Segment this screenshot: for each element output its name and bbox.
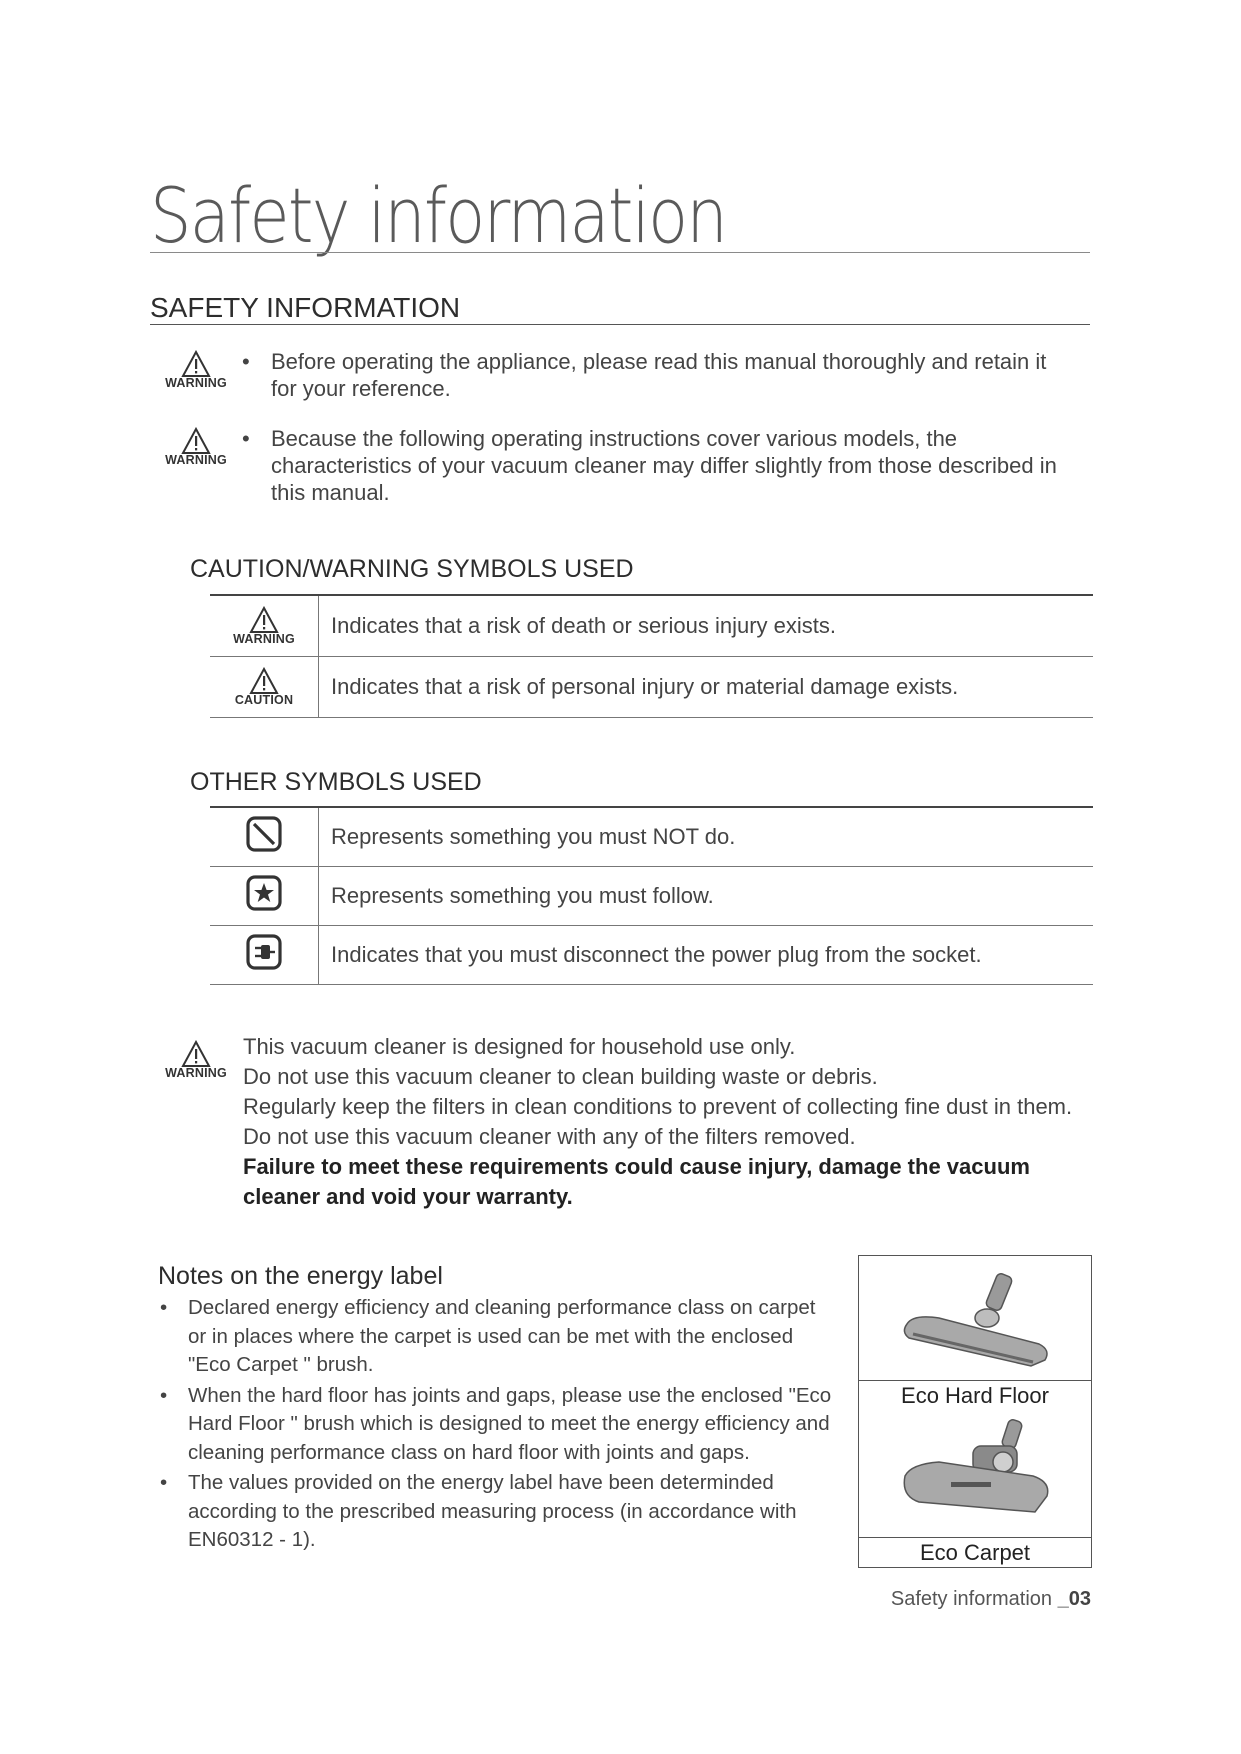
carpet-brush-icon bbox=[899, 1416, 1059, 1526]
brush-label: Eco Hard Floor bbox=[859, 1380, 1091, 1410]
unplug-icon bbox=[245, 933, 283, 971]
intro-bullet: • Before operating the appliance, please read this manual thoroughly and retain it for your reference. bbox=[242, 349, 1047, 401]
other-symbols-heading: OTHER SYMBOLS USED bbox=[190, 768, 482, 796]
page-title: Safety information bbox=[150, 171, 727, 260]
table-row bbox=[210, 595, 1093, 656]
other-symbols-table bbox=[210, 806, 1093, 985]
warning-badge: WARNING bbox=[160, 1040, 232, 1080]
table-row bbox=[210, 807, 1093, 866]
symbol-description: Indicates that a risk of death or serious injury exists. bbox=[319, 595, 1094, 656]
prohibited-icon bbox=[245, 815, 283, 853]
list-item: • Declared energy efficiency and cleaning performance class on carpet or in places where the carpet is used can be met with the enclosed "Eco Carpet " brush. bbox=[160, 1296, 816, 1376]
page-number: _03 bbox=[1057, 1588, 1091, 1610]
warning-badge: WARNING bbox=[160, 350, 232, 390]
energy-notes-list bbox=[158, 1294, 858, 1557]
hard-floor-brush-icon bbox=[899, 1266, 1059, 1376]
warning-icon bbox=[181, 427, 211, 455]
list-item: • When the hard floor has joints and gaps, please use the enclosed "Eco Hard Floor " brush which is designed to meet the energy efficiency and cleaning performance class on hard floor with joints and gaps. bbox=[160, 1383, 832, 1464]
warning-icon bbox=[181, 1040, 211, 1068]
star-icon bbox=[245, 874, 283, 912]
section-heading: SAFETY INFORMATION bbox=[150, 292, 461, 323]
list-item: • The values provided on the energy label have been determinded according to the prescribed measuring process (in accordance with EN60312 - 1). bbox=[160, 1471, 797, 1551]
warning-badge: WARNING bbox=[228, 606, 300, 646]
intro-bullet: • Because the following operating instructions cover various models, the characteristics of your vacuum cleaner may differ slightly from those described in this manual. bbox=[242, 426, 1057, 505]
warning-badge: WARNING bbox=[160, 427, 232, 467]
symbol-description: Represents something you must follow. bbox=[319, 866, 1094, 925]
brush-illustration-box bbox=[858, 1255, 1092, 1568]
caution-icon bbox=[249, 667, 279, 695]
caution-symbols-table bbox=[210, 594, 1093, 718]
caution-symbols-heading: CAUTION/WARNING SYMBOLS USED bbox=[190, 555, 634, 583]
symbol-description: Indicates that a risk of personal injury or material damage exists. bbox=[319, 656, 1094, 717]
section-divider bbox=[150, 324, 1090, 325]
warning-icon bbox=[249, 606, 279, 634]
table-row bbox=[210, 925, 1093, 984]
caution-badge: CAUTION bbox=[228, 667, 300, 707]
energy-notes-heading: Notes on the energy label bbox=[158, 1262, 443, 1290]
household-warning-text: This vacuum cleaner is designed for household use only. Do not use this vacuum cleaner to clean building waste or debris. Regularly keep the filters in clean conditions to prevent of collecting fine dust in them. Do not use this vacuum cleaner with any of the filters removed. Failure to meet these requirements could cause injury, damage the vacuum cleaner and void your warranty. bbox=[243, 1034, 1073, 1209]
symbol-description: Represents something you must NOT do. bbox=[319, 807, 1094, 866]
brush-label: Eco Carpet bbox=[859, 1537, 1091, 1567]
page-footer: Safety information _03 bbox=[890, 1588, 1091, 1610]
warning-icon bbox=[181, 350, 211, 378]
symbol-description: Indicates that you must disconnect the power plug from the socket. bbox=[319, 925, 1094, 984]
table-row bbox=[210, 866, 1093, 925]
title-divider bbox=[150, 252, 1090, 253]
table-row bbox=[210, 656, 1093, 717]
